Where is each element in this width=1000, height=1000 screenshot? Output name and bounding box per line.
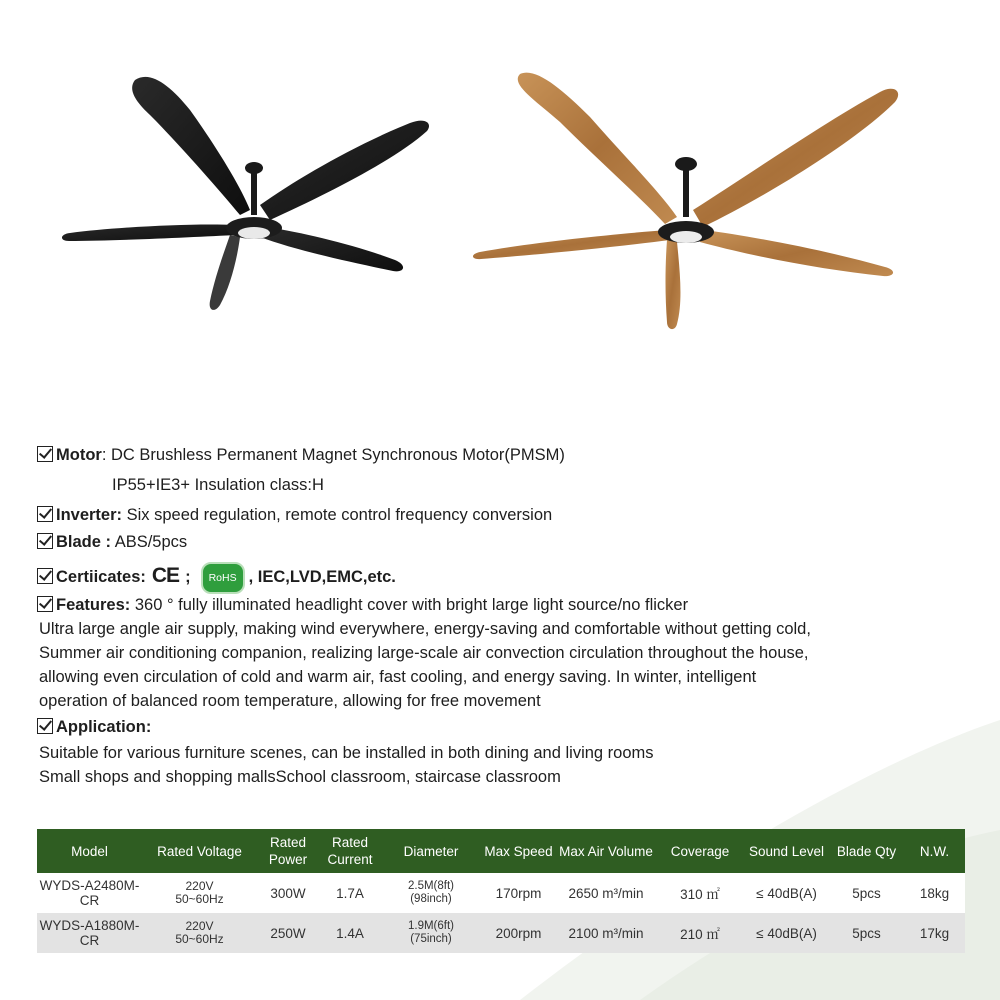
voltage-value: 220V	[185, 919, 214, 933]
header-rated-current: Rated Current	[319, 829, 381, 873]
cell-rated-power: 250W	[257, 913, 319, 953]
application-detail-line: Suitable for various furniture scenes, can be installed in both dining and living rooms	[39, 744, 654, 762]
certificates-line	[37, 562, 396, 594]
wood-ceiling-fan-image	[465, 62, 905, 337]
header-coverage: Coverage	[656, 829, 744, 873]
motor-line	[37, 444, 565, 466]
diameter-metric: 2.5M(8ft)	[407, 880, 454, 892]
checkbox-icon	[37, 446, 53, 462]
cell-nw: 18kg	[904, 873, 965, 913]
header-nw: N.W.	[904, 829, 965, 873]
ce-mark-icon: CE	[151, 564, 180, 587]
cell-max-speed: 170rpm	[481, 873, 556, 913]
cell-max-air-volume: 2100 m³/min	[556, 913, 656, 953]
header-max-air-volume: Max Air Volume	[556, 829, 656, 873]
application-label: Application:	[56, 718, 152, 736]
cell-sound-level: ≤ 40dB(A)	[744, 913, 829, 953]
cert-separator: ;	[185, 568, 191, 586]
cell-rated-voltage	[142, 913, 257, 953]
diameter-inch: (75inch)	[410, 933, 452, 945]
cell-coverage: 310 ㎡	[656, 873, 744, 913]
blade-line	[37, 531, 187, 553]
features-detail-line: Summer air conditioning companion, realizing large-scale air convection circulation throughout the house,	[39, 644, 809, 662]
cell-rated-current: 1.4A	[319, 913, 381, 953]
checkbox-icon	[37, 596, 53, 612]
motor-line-2: IP55+IE3+ Insulation class:H	[112, 476, 324, 494]
cell-diameter	[381, 873, 481, 913]
application-line	[37, 716, 151, 738]
black-ceiling-fan-image	[55, 65, 440, 315]
table-row	[37, 913, 965, 953]
cell-max-speed: 200rpm	[481, 913, 556, 953]
voltage-value: 220V	[185, 879, 214, 893]
cell-rated-voltage	[142, 873, 257, 913]
cell-sound-level: ≤ 40dB(A)	[744, 873, 829, 913]
cell-model: WYDS-A1880M-CR	[37, 913, 142, 953]
header-sound-level: Sound Level	[744, 829, 829, 873]
diameter-inch: (98inch)	[410, 893, 452, 905]
inverter-label: Inverter:	[56, 506, 123, 524]
features-detail-line: allowing even circulation of cold and warm air, fast cooling, and energy saving. In winter, intelligent	[39, 668, 757, 686]
rohs-badge-icon: RoHS	[201, 562, 245, 594]
cell-rated-current: 1.7A	[319, 873, 381, 913]
diameter-metric: 1.9M(6ft)	[407, 920, 454, 932]
inverter-text: Six speed regulation, remote control frequency conversion	[122, 506, 553, 524]
table-header-row	[37, 829, 965, 873]
header-model: Model	[37, 829, 142, 873]
header-blade-qty: Blade Qty	[829, 829, 904, 873]
table-row	[37, 873, 965, 913]
frequency-value: 50~60Hz	[175, 932, 224, 946]
checkbox-icon	[37, 506, 53, 522]
motor-label: Motor	[56, 446, 102, 464]
application-detail-line: Small shops and shopping mallsSchool classroom, staircase classroom	[39, 768, 561, 786]
features-detail-line: Ultra large angle air supply, making wind everywhere, energy-saving and comfortable without getting cold,	[39, 620, 811, 638]
specification-table	[37, 829, 965, 953]
blade-text: ABS/5pcs	[111, 533, 188, 551]
features-detail-line: operation of balanced room temperature, allowing for free movement	[39, 692, 541, 710]
cell-model: WYDS-A2480M-CR	[37, 873, 142, 913]
cell-coverage: 210 ㎡	[656, 913, 744, 953]
blade-label: Blade :	[56, 533, 112, 551]
cell-rated-power: 300W	[257, 873, 319, 913]
features-line	[37, 594, 688, 616]
header-diameter: Diameter	[381, 829, 481, 873]
frequency-value: 50~60Hz	[175, 892, 224, 906]
checkbox-icon	[37, 533, 53, 549]
features-text: 360 ° fully illuminated headlight cover with bright large light source/no flicker	[130, 596, 689, 614]
certificates-label: Certiicates:	[56, 568, 146, 586]
checkbox-icon	[37, 718, 53, 734]
motor-text: : DC Brushless Permanent Magnet Synchronous Motor(PMSM)	[101, 446, 565, 464]
cell-diameter	[381, 913, 481, 953]
cell-max-air-volume: 2650 m³/min	[556, 873, 656, 913]
checkbox-icon	[37, 568, 53, 584]
certificates-text: , IEC,LVD,EMC,etc.	[248, 568, 396, 586]
cell-blade-qty: 5pcs	[829, 873, 904, 913]
inverter-line	[37, 504, 552, 526]
header-max-speed: Max Speed	[481, 829, 556, 873]
cell-nw: 17kg	[904, 913, 965, 953]
features-label: Features:	[56, 596, 131, 614]
header-rated-power: Rated Power	[257, 829, 319, 873]
header-rated-voltage: Rated Voltage	[142, 829, 257, 873]
cell-blade-qty: 5pcs	[829, 913, 904, 953]
